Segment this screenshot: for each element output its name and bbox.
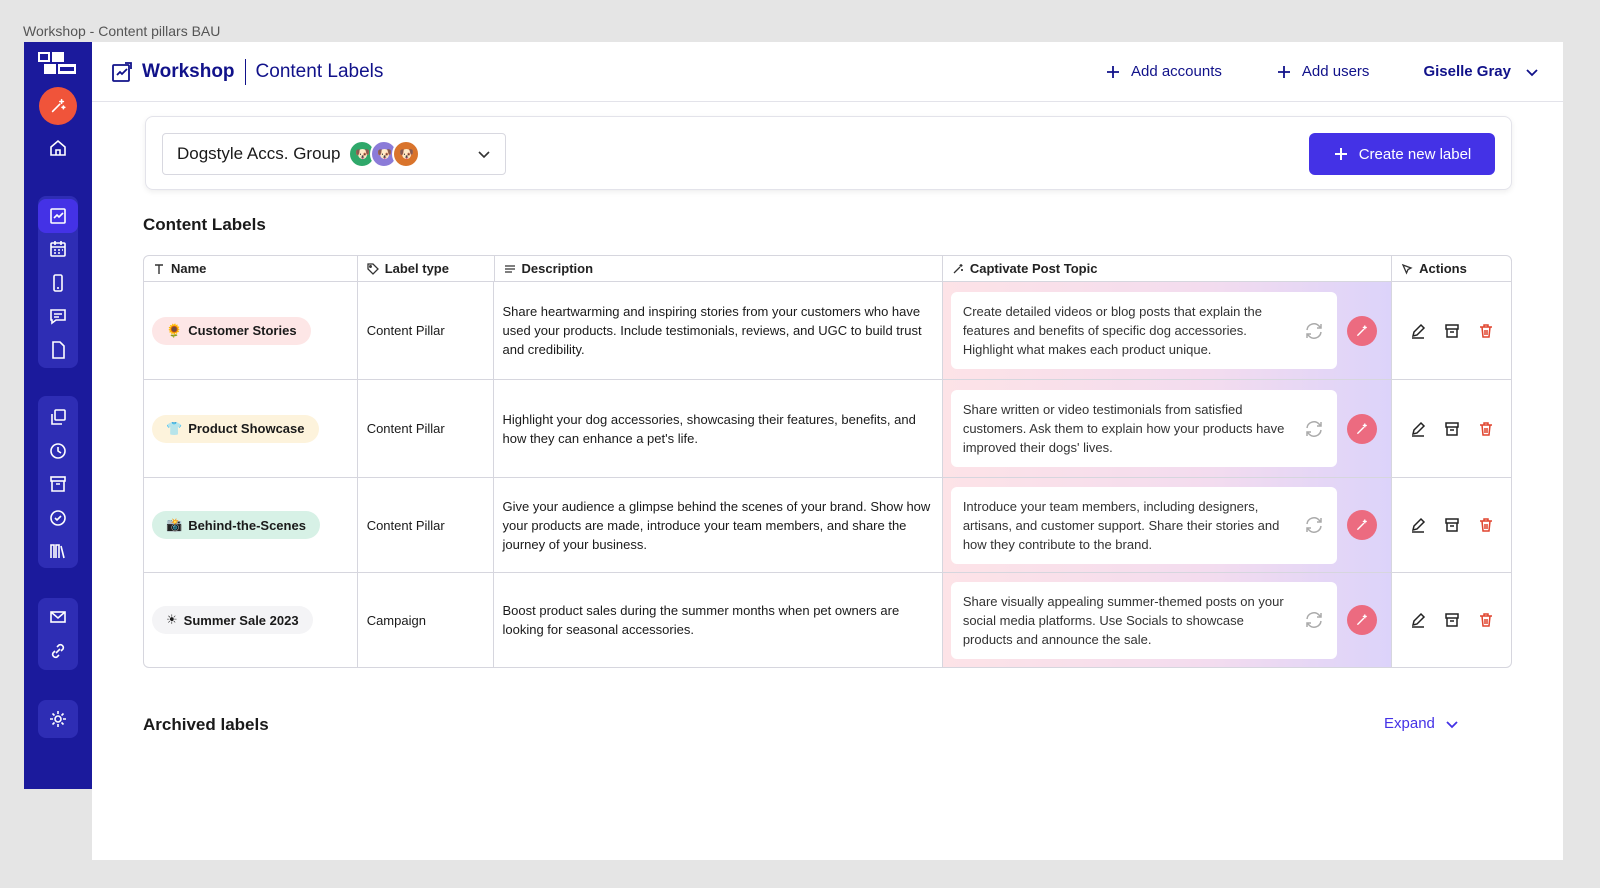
chevron-down-icon (1445, 717, 1459, 731)
refresh-icon[interactable] (1303, 418, 1325, 440)
generate-topic-button[interactable] (1347, 316, 1377, 346)
topic-cell (942, 573, 1391, 667)
type-cell (357, 282, 494, 379)
description-cell (493, 380, 941, 477)
table-row (144, 281, 1511, 379)
name-cell (144, 573, 357, 667)
ai-magic-button[interactable] (39, 87, 77, 125)
edit-icon[interactable] (1410, 421, 1426, 437)
sidebar-item-workshop[interactable] (38, 199, 78, 233)
type-cell (357, 380, 494, 477)
label-pill[interactable] (152, 415, 319, 443)
group-avatars (348, 140, 420, 168)
sidebar-item-copy[interactable] (38, 400, 78, 434)
plus-icon (1276, 64, 1292, 80)
chevron-down-icon (1525, 65, 1539, 79)
topic-text: Create detailed videos or blog posts that explain the features and benefits of specific dog accessories. Highlight what makes each product unique. (962, 304, 1263, 357)
topic-box (951, 390, 1337, 467)
phone-icon (48, 273, 68, 293)
camera-icon: 📸 (166, 517, 183, 532)
plus-icon (1333, 146, 1349, 162)
topic-text: Share written or video testimonials from satisfied customers. Ask them to explain how your products have improved their dogs' lives. (962, 402, 1285, 455)
section-title: Content Labels (143, 215, 266, 234)
add-users-button[interactable] (1276, 63, 1370, 80)
column-header-name[interactable] (144, 256, 357, 281)
table-header (144, 256, 1511, 281)
topic-box (951, 292, 1337, 369)
label-name: Customer Stories (188, 323, 297, 338)
chevron-down-icon (477, 147, 491, 161)
expand-label: Expand (1384, 715, 1435, 732)
table-row (144, 379, 1511, 477)
label-type: Campaign (366, 612, 426, 628)
table-row (144, 572, 1511, 667)
description-cell (493, 478, 941, 572)
refresh-icon[interactable] (1303, 514, 1325, 536)
topic-cell (942, 478, 1391, 572)
label-name: Summer Sale 2023 (183, 612, 299, 628)
avatar: 🐶 (370, 140, 398, 168)
library-icon (48, 541, 68, 561)
sidebar-item-settings[interactable] (38, 702, 78, 736)
sidebar-item-mail[interactable] (38, 600, 78, 634)
column-header-description[interactable] (494, 256, 942, 281)
edit-icon[interactable] (1410, 323, 1426, 339)
avatar: 🐶 (348, 140, 376, 168)
archive-icon[interactable] (1444, 323, 1460, 339)
actions-cell (1391, 282, 1511, 379)
frame-title: Workshop - Content pillars BAU (23, 23, 221, 39)
name-cell (144, 478, 357, 572)
brand-logo-icon[interactable] (36, 48, 80, 78)
trash-icon[interactable] (1478, 421, 1494, 437)
header-label-type-label: Label type (384, 261, 449, 276)
magic-wand-icon (1355, 518, 1369, 532)
group-name: Dogstyle Accs. Group (177, 144, 341, 163)
actions-cell (1391, 478, 1511, 572)
refresh-icon[interactable] (1303, 320, 1325, 342)
check-circle-icon (48, 508, 68, 528)
table-row (144, 477, 1511, 572)
header-topic-label: Captivate Post Topic (969, 261, 1098, 276)
label-pill[interactable] (152, 317, 311, 345)
column-header-topic[interactable] (942, 256, 1391, 281)
sidebar-item-messages[interactable] (38, 299, 78, 333)
text-icon (153, 263, 165, 275)
create-new-label-button[interactable] (1309, 133, 1495, 175)
sidebar-item-links[interactable] (38, 634, 78, 668)
cursor-icon (1401, 263, 1413, 275)
workshop-icon (48, 206, 68, 226)
topic-box (951, 487, 1337, 564)
generate-topic-button[interactable] (1347, 605, 1377, 635)
refresh-icon[interactable] (1303, 609, 1325, 631)
mail-icon (48, 607, 68, 627)
sidebar-item-mobile[interactable] (38, 266, 78, 300)
workshop-logo-icon (110, 60, 134, 84)
topic-cell (942, 282, 1391, 379)
topic-cell (942, 380, 1391, 477)
brand (110, 59, 383, 85)
archive-icon[interactable] (1444, 517, 1460, 533)
sidebar-item-history[interactable] (38, 434, 78, 468)
label-type: Content Pillar (366, 517, 445, 533)
label-pill[interactable] (152, 511, 320, 539)
create-new-label-text: Create new label (1358, 145, 1472, 163)
sidebar (24, 42, 92, 789)
sidebar-item-calendar[interactable] (38, 232, 78, 266)
generate-topic-button[interactable] (1347, 510, 1377, 540)
label-description: Highlight your dog accessories, showcasing their features, benefits, and how they can enhance a pet's life. (502, 411, 916, 446)
header-actions-label: Actions (1419, 261, 1467, 276)
archive-icon (48, 474, 68, 494)
description-cell (493, 282, 941, 379)
add-accounts-button[interactable] (1105, 63, 1222, 80)
generate-topic-button[interactable] (1347, 414, 1377, 444)
label-description: Give your audience a glimpse behind the scenes of your brand. Show how your products are made, introduce your team members, and share the journey of your business. (502, 498, 931, 552)
home-icon (48, 138, 68, 158)
edit-icon[interactable] (1410, 612, 1426, 628)
top-bar (92, 42, 1563, 102)
main-panel (92, 42, 1563, 860)
header-description-label: Description (521, 261, 594, 276)
trash-icon[interactable] (1478, 612, 1494, 628)
lines-icon (504, 263, 516, 275)
column-header-actions (1391, 256, 1511, 281)
settings-icon (48, 709, 68, 729)
sidebar-item-archive[interactable] (38, 467, 78, 501)
group-selector-card (145, 116, 1512, 190)
sidebar-item-documents[interactable] (38, 333, 78, 367)
magic-wand-icon (1355, 324, 1369, 338)
topic-text: Introduce your team members, including designers, artisans, and customer support. Share their stories and how they contribute to the brand. (962, 498, 1280, 552)
label-description: Boost product sales during the summer months when pet owners are looking for seasonal accessories. (502, 603, 900, 637)
sidebar-item-home[interactable] (38, 131, 78, 165)
label-type: Content Pillar (366, 323, 445, 338)
add-accounts-label: Add accounts (1130, 63, 1222, 80)
name-cell (144, 282, 357, 379)
magic-wand-icon (1355, 613, 1369, 627)
archive-icon[interactable] (1444, 421, 1460, 437)
description-cell (493, 573, 941, 667)
brand-divider (245, 59, 246, 85)
shirt-icon: 👕 (166, 420, 183, 436)
edit-icon[interactable] (1410, 517, 1426, 533)
page-title: Content Labels (255, 60, 384, 82)
sidebar-item-library[interactable] (38, 534, 78, 568)
name-cell (144, 380, 357, 477)
actions-cell (1391, 573, 1511, 667)
plus-icon (1105, 64, 1121, 80)
topic-box (951, 582, 1337, 659)
topic-text: Share visually appealing summer-themed posts on your social media platforms. Use Socials to showcase products and announce the sale. (962, 593, 1284, 647)
header-name-label: Name (171, 261, 207, 276)
expand-archived-button[interactable] (1384, 715, 1459, 732)
chat-icon (48, 306, 68, 326)
app-name: Workshop (142, 60, 235, 82)
actions-cell (1391, 380, 1511, 477)
type-cell (357, 478, 494, 572)
label-name: Behind-the-Scenes (188, 517, 306, 533)
magic-wand-icon (1355, 422, 1369, 436)
type-cell (357, 573, 494, 667)
add-users-label: Add users (1301, 63, 1370, 80)
archived-labels-title: Archived labels (143, 715, 269, 734)
archive-icon[interactable] (1444, 612, 1460, 628)
label-type: Content Pillar (366, 421, 445, 436)
user-name: Giselle Gray (1423, 63, 1511, 80)
document-icon (48, 340, 68, 360)
label-name: Product Showcase (188, 421, 305, 436)
sidebar-item-approvals[interactable] (38, 501, 78, 535)
avatar: 🐶 (392, 140, 420, 168)
label-pill[interactable] (152, 606, 313, 634)
copy-icon (48, 407, 68, 427)
trash-icon[interactable] (1478, 323, 1494, 339)
column-header-label-type[interactable] (357, 256, 494, 281)
sun-icon: ☀ (166, 612, 178, 627)
user-menu[interactable] (1423, 63, 1539, 80)
account-group-select[interactable] (162, 133, 506, 175)
calendar-icon (48, 239, 68, 259)
magic-wand-icon (49, 97, 67, 115)
labels-table (143, 255, 1512, 668)
tag-icon (367, 263, 379, 275)
trash-icon[interactable] (1478, 517, 1494, 533)
sparkle-icon (952, 263, 964, 275)
sunflower-icon: 🌻 (166, 322, 183, 338)
link-icon (48, 641, 68, 661)
label-description: Share heartwarming and inspiring stories from your customers who have used your products. Include testimonials, reviews, and UGC to build trust and credibility. (502, 304, 922, 357)
history-icon (48, 441, 68, 461)
